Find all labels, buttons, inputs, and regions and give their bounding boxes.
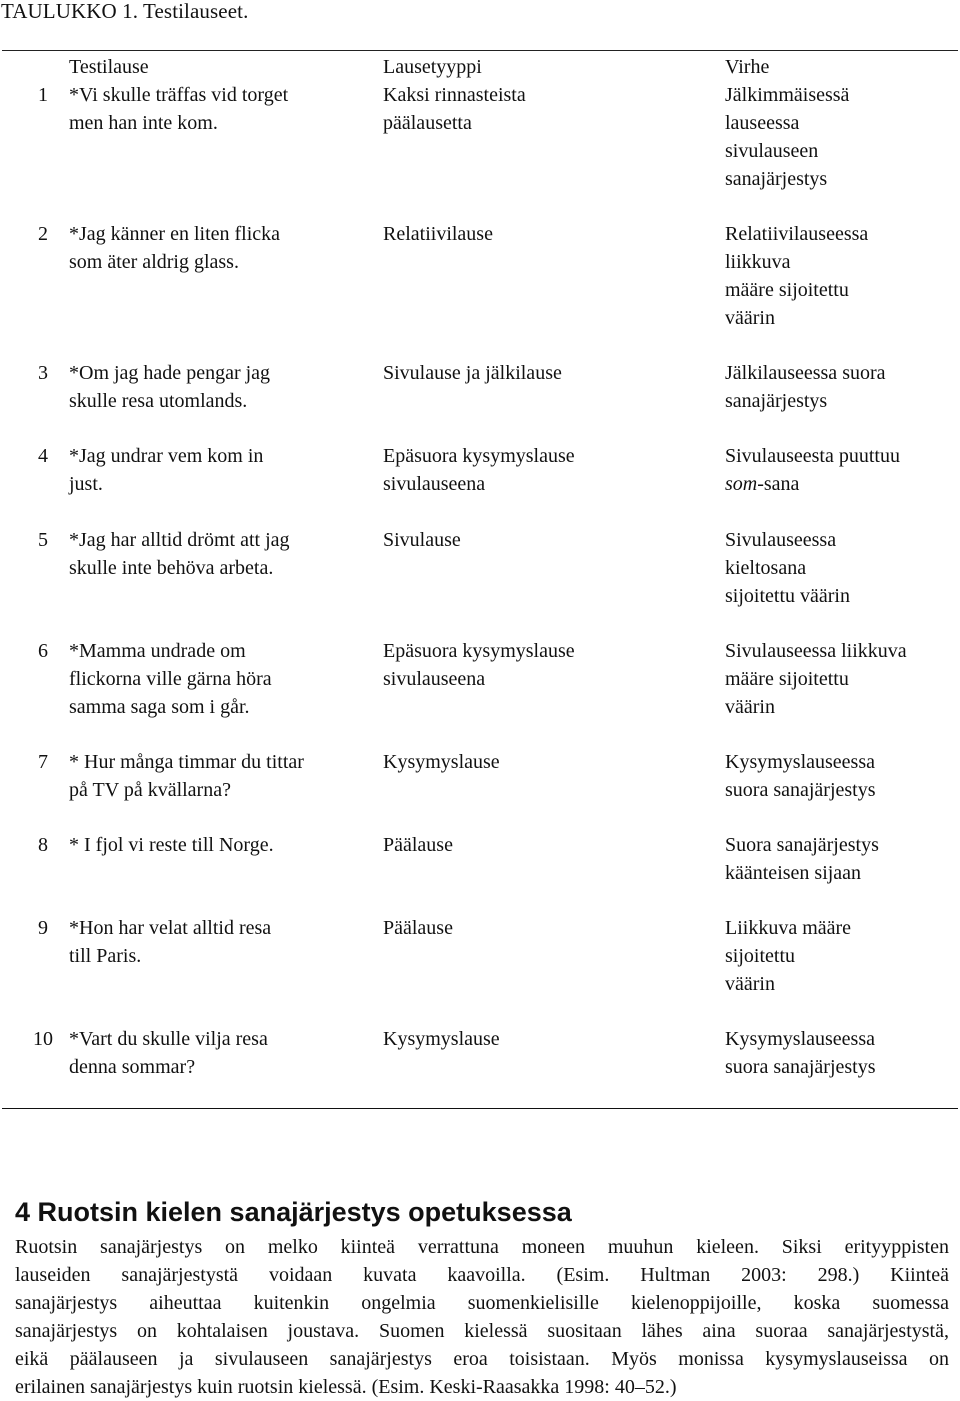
type-cell-line: Kaksi rinnasteista xyxy=(383,84,526,106)
error-cell-line: Liikkuva määre xyxy=(725,917,852,939)
row-number: 2 xyxy=(38,223,48,245)
table-top-rule xyxy=(2,50,958,51)
error-cell xyxy=(725,1025,960,1081)
sentence-cell xyxy=(69,637,365,721)
error-cell xyxy=(725,637,960,721)
error-cell-line: Sivulauseessa xyxy=(725,529,837,551)
error-cell-line: Sivulauseesta puuttuu xyxy=(725,445,900,467)
paragraph-line: sanajärjestys on kohtalaisen joustava. Suomen kielessä suositaan lähes aina suoraa sanajärjestystä, xyxy=(15,1320,949,1342)
type-cell xyxy=(383,914,713,942)
paragraph-line: lauseiden sanajärjestystä voidaan kuvata kaavoilla. (Esim. Hultman 2003: 298.) Kiinteä xyxy=(15,1264,949,1286)
header-sentence: Testilause xyxy=(69,56,149,78)
error-cell-line: Suora sanajärjestys xyxy=(725,834,879,856)
italic-word: som xyxy=(725,473,758,495)
row-number: 10 xyxy=(33,1028,53,1050)
type-cell xyxy=(383,81,713,137)
error-cell-line: liikkuva xyxy=(725,251,791,273)
error-cell-line: sivulauseen xyxy=(725,140,819,162)
sentence-cell-line: *Mamma undrade om xyxy=(69,640,246,662)
error-cell-line: kieltosana xyxy=(725,557,807,579)
sentence-cell-line: *Vart du skulle vilja resa xyxy=(69,1028,268,1050)
row-number: 1 xyxy=(38,84,48,106)
sentence-cell-line: till Paris. xyxy=(69,945,142,967)
row-number: 4 xyxy=(38,445,48,467)
error-cell xyxy=(725,526,960,610)
sentence-cell-line: denna sommar? xyxy=(69,1056,196,1078)
error-cell-line: väärin xyxy=(725,307,775,329)
section-heading: 4 Ruotsin kielen sanajärjestys opetuksessa xyxy=(15,1197,572,1227)
paragraph-line: Ruotsin sanajärjestys on melko kiinteä verrattuna moneen muuhun kieleen. Siksi erityyppisten xyxy=(15,1236,949,1258)
type-cell xyxy=(383,442,713,498)
error-cell-line: määre sijoitettu xyxy=(725,279,849,301)
type-cell-line: Päälause xyxy=(383,834,453,856)
error-cell-line: Kysymyslauseessa xyxy=(725,1028,875,1050)
error-cell xyxy=(725,914,960,998)
type-cell-line: Sivulause xyxy=(383,529,461,551)
type-cell xyxy=(383,831,713,859)
sentence-cell-line: * Hur många timmar du tittar xyxy=(69,751,304,773)
row-number: 3 xyxy=(38,362,48,384)
sentence-cell-line: flickorna ville gärna höra xyxy=(69,668,272,690)
error-cell xyxy=(725,220,960,332)
sentence-cell-line: *Om jag hade pengar jag xyxy=(69,362,271,384)
type-cell-line: päälausetta xyxy=(383,112,472,134)
sentence-cell-line: på TV på kvällarna? xyxy=(69,779,231,801)
sentence-cell xyxy=(69,914,365,970)
error-cell-line: sijoitettu xyxy=(725,945,795,967)
sentence-cell-line: *Jag känner en liten flicka xyxy=(69,223,281,245)
error-cell-line: Sivulauseessa liikkuva xyxy=(725,640,907,662)
error-cell-line: Jälkilauseessa suora xyxy=(725,362,886,384)
sentence-cell xyxy=(69,81,365,137)
error-cell-line: sijoitettu väärin xyxy=(725,585,850,607)
error-cell xyxy=(725,831,960,887)
paragraph-line: eikä päälauseen ja sivulauseen sanajärjestys eroa toisistaan. Myös monissa kysymyslauseissa on xyxy=(15,1348,949,1370)
sentence-cell-line: *Jag undrar vem kom in xyxy=(69,445,264,467)
sentence-cell xyxy=(69,526,365,582)
error-cell-line: lauseessa xyxy=(725,112,800,134)
sentence-cell-line: *Jag har alltid drömt att jag xyxy=(69,529,290,551)
error-cell-line: väärin xyxy=(725,973,775,995)
table-bottom-rule xyxy=(2,1108,958,1109)
error-cell-line: suora sanajärjestys xyxy=(725,779,876,801)
error-cell-line: Jälkimmäisessä xyxy=(725,84,850,106)
error-cell xyxy=(725,442,960,498)
row-number: 7 xyxy=(38,751,48,773)
sentence-cell xyxy=(69,748,365,804)
sentence-cell xyxy=(69,831,365,859)
error-cell-line: väärin xyxy=(725,696,775,718)
error-cell-line: sanajärjestys xyxy=(725,168,828,190)
type-cell-line: Päälause xyxy=(383,917,453,939)
sentence-cell-line: skulle resa utomlands. xyxy=(69,390,248,412)
sentence-cell-line: men han inte kom. xyxy=(69,112,218,134)
sentence-cell-line: *Vi skulle träffas vid torget xyxy=(69,84,289,106)
type-cell xyxy=(383,1025,713,1053)
sentence-cell-line: just. xyxy=(69,473,103,495)
sentence-cell-line: som äter aldrig glass. xyxy=(69,251,239,273)
type-cell-line: Relatiivilause xyxy=(383,223,493,245)
sentence-cell-line: skulle inte behöva arbeta. xyxy=(69,557,274,579)
italic-word-suffix: -sana xyxy=(757,473,800,495)
row-number: 6 xyxy=(38,640,48,662)
type-cell-line: sivulauseena xyxy=(383,668,486,690)
section-paragraph xyxy=(15,1233,949,1401)
table-caption: TAULUKKO 1. Testilauseet. xyxy=(1,0,249,23)
type-cell-line: Kysymyslause xyxy=(383,751,500,773)
paragraph-line: erilainen sanajärjestys kuin ruotsin kielessä. (Esim. Keski-Raasakka 1998: 40–52.) xyxy=(15,1376,677,1398)
row-number: 5 xyxy=(38,529,48,551)
error-cell-line: määre sijoitettu xyxy=(725,668,849,690)
error-cell xyxy=(725,359,960,415)
row-number: 8 xyxy=(38,834,48,856)
type-cell-line: Epäsuora kysymyslause xyxy=(383,640,575,662)
error-cell-line xyxy=(725,470,960,498)
sentence-cell-line: samma saga som i går. xyxy=(69,696,250,718)
type-cell xyxy=(383,220,713,248)
header-type: Lausetyyppi xyxy=(383,56,482,78)
type-cell-line: sivulauseena xyxy=(383,473,486,495)
sentence-cell xyxy=(69,359,365,415)
header-error: Virhe xyxy=(725,56,770,78)
error-cell-line: sanajärjestys xyxy=(725,390,828,412)
type-cell xyxy=(383,359,713,387)
error-cell-line: Relatiivilauseessa xyxy=(725,223,869,245)
type-cell-line: Kysymyslause xyxy=(383,1028,500,1050)
paragraph-line: sanajärjestys aiheuttaa kuitenkin ongelmia suomenkielisille kielenoppijoille, koska suomessa xyxy=(15,1292,949,1314)
error-cell xyxy=(725,81,960,193)
error-cell-line: suora sanajärjestys xyxy=(725,1056,876,1078)
error-cell xyxy=(725,748,960,804)
sentence-cell xyxy=(69,1025,365,1081)
type-cell-line: Epäsuora kysymyslause xyxy=(383,445,575,467)
type-cell xyxy=(383,748,713,776)
error-cell-line: Kysymyslauseessa xyxy=(725,751,875,773)
row-number: 9 xyxy=(38,917,48,939)
sentence-cell-line: *Hon har velat alltid resa xyxy=(69,917,272,939)
sentence-cell xyxy=(69,220,365,276)
type-cell xyxy=(383,637,713,693)
type-cell-line: Sivulause ja jälkilause xyxy=(383,362,562,384)
sentence-cell xyxy=(69,442,365,498)
error-cell-line: käänteisen sijaan xyxy=(725,862,862,884)
sentence-cell-line: * I fjol vi reste till Norge. xyxy=(69,834,274,856)
type-cell xyxy=(383,526,713,554)
